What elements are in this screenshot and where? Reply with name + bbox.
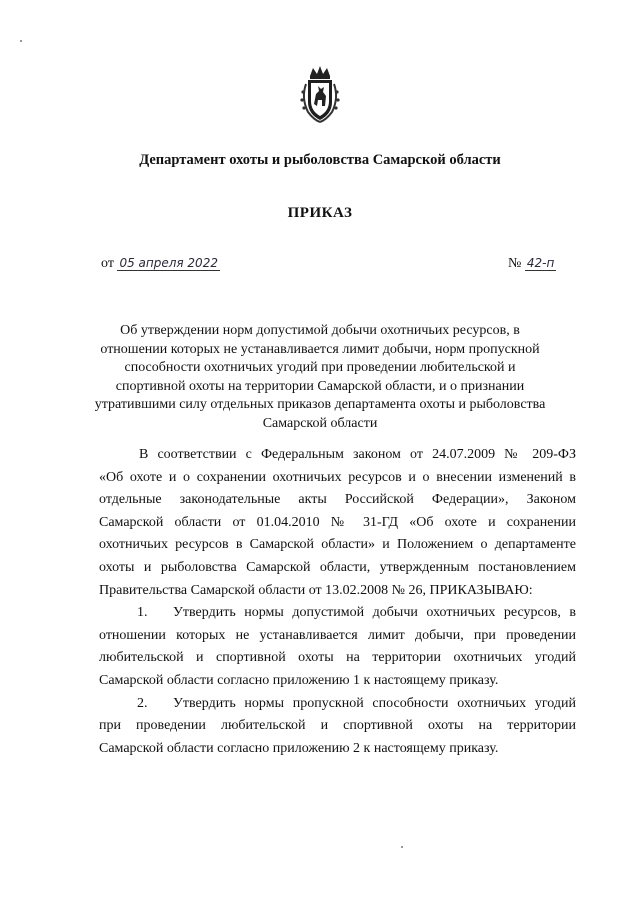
item-line: при проведении любительской и спортивной охоты на территории xyxy=(99,718,576,734)
item-first-line xyxy=(99,602,576,625)
item-line: отношении которых не устанавливается лимит добычи, при проведении xyxy=(99,627,576,643)
subject-line: Самарской области xyxy=(262,415,378,431)
item-number: 1. xyxy=(137,605,148,621)
subject-line: способности охотничьих угодий при проведении любительской и xyxy=(124,360,516,376)
item-number: 2. xyxy=(137,695,148,711)
subject-line: утратившими силу отдельных приказов департамента охоты и рыболовства xyxy=(94,397,546,413)
preamble-line: «Об охоте и о сохранении охотничьих ресурсов и о внесении изменений в xyxy=(99,469,576,485)
order-subject xyxy=(90,322,550,434)
scan-speck xyxy=(401,846,403,848)
number-handwritten: 42-п xyxy=(526,256,555,270)
preamble-line: охоты и рыболовства Самарской области, утвержденным постановлением xyxy=(99,559,576,575)
order-body xyxy=(99,444,576,760)
order-number xyxy=(508,256,556,272)
item-line: Самарской области согласно приложению 2 к настоящему приказу. xyxy=(99,740,499,756)
item-first-line xyxy=(99,693,576,716)
scan-speck xyxy=(20,40,22,42)
department-name: Департамент охоты и рыболовства Самарской области xyxy=(139,152,501,168)
subject-line: спортивной охоты на территории Самарской области, и о признании xyxy=(115,378,525,394)
preamble-line: отдельные законодательные акты Российской Федерации», Законом xyxy=(99,492,576,508)
preamble-line: Правительства Самарской области от 13.02.2008 № 26, ПРИКАЗЫВАЮ: xyxy=(99,582,533,598)
item-line: Самарской области согласно приложению 1 к настоящему приказу. xyxy=(99,672,499,688)
date-prefix: от xyxy=(101,256,114,271)
preamble-line: Самарской области от 01.04.2010 № 31-ГД «Об охоте и сохранении xyxy=(99,514,576,530)
preamble-line: охотничьих ресурсов в Самарской области» и Положением о департаменте xyxy=(99,537,576,553)
date-handwritten: 05 апреля 2022 xyxy=(119,256,218,270)
item-line: любительской и спортивной охоты на территории охотничьих угодий xyxy=(99,650,576,666)
item-text: Утвердить нормы пропускной способности охотничьих угодий xyxy=(173,695,576,711)
samara-coat-of-arms-icon xyxy=(298,64,342,124)
document-type: ПРИКАЗ xyxy=(287,205,353,221)
preamble-line: В соответствии с Федеральным законом от 24.07.2009 № 209-ФЗ xyxy=(139,447,576,462)
subject-line: отношении которых не устанавливается лимит добычи, норм пропускной xyxy=(100,341,540,357)
number-prefix: № xyxy=(508,256,522,271)
subject-line: Об утверждении норм допустимой добычи охотничьих ресурсов, в xyxy=(120,323,520,338)
item-text: Утвердить нормы допустимой добычи охотничьих ресурсов, в xyxy=(173,605,576,621)
order-date xyxy=(101,256,220,272)
